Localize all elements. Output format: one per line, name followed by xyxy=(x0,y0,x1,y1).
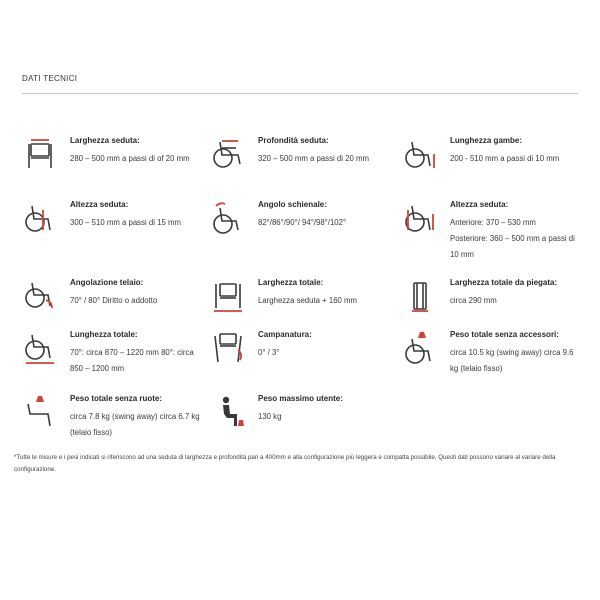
spec-value: 0° / 3° xyxy=(258,348,280,357)
section-header xyxy=(22,74,578,94)
spec-label: Angolo schienale: xyxy=(258,200,327,209)
header-divider xyxy=(22,93,578,94)
seat-width-icon xyxy=(22,136,58,172)
spec-max-user-weight xyxy=(210,394,390,454)
folded-width-icon xyxy=(402,278,438,314)
spec-value: circa 10.5 kg (swing away) circa 9.6 kg (telaio fisso) xyxy=(450,348,574,373)
spec-frame-angle xyxy=(22,278,202,338)
spec-label: Larghezza totale: xyxy=(258,278,324,287)
backrest-angle-icon xyxy=(210,200,246,236)
spec-value: 130 kg xyxy=(258,412,282,421)
spec-value: 82°/86°/90°/ 94°/98°/102° xyxy=(258,218,347,227)
spec-label: Larghezza totale da piegata: xyxy=(450,278,558,287)
spec-seat-height xyxy=(22,200,202,260)
spec-weight-no-accessories xyxy=(402,330,582,390)
spec-label: Campanatura: xyxy=(258,330,312,339)
spec-label: Peso totale senza accessori: xyxy=(450,330,559,339)
camber-icon xyxy=(210,330,246,366)
spec-value: 280 – 500 mm a passi di of 20 mm xyxy=(70,154,190,163)
spec-label: Lunghezza gambe: xyxy=(450,136,523,145)
spec-value: 320 – 500 mm a passi di 20 mm xyxy=(258,154,369,163)
spec-label: Angolazione telaio: xyxy=(70,278,144,287)
spec-value: 70° / 80° Diritto o addotto xyxy=(70,296,158,305)
spec-value: 200 - 510 mm a passi di 10 mm xyxy=(450,154,560,163)
total-length-icon xyxy=(22,330,58,366)
weight-no-wheels-icon xyxy=(22,394,58,430)
spec-label: Lunghezza totale: xyxy=(70,330,138,339)
spec-value: circa 290 mm xyxy=(450,296,497,305)
spec-folded-width xyxy=(402,278,582,338)
total-width-icon xyxy=(210,278,246,314)
seat-depth-icon xyxy=(210,136,246,172)
frame-angle-icon xyxy=(22,278,58,314)
spec-total-width xyxy=(210,278,390,338)
spec-label: Altezza seduta: xyxy=(70,200,129,209)
spec-label: Peso totale senza ruote: xyxy=(70,394,163,403)
spec-camber xyxy=(210,330,390,390)
spec-seat-width xyxy=(22,136,202,196)
spec-value: 300 – 510 mm a passi di 15 mm xyxy=(70,218,181,227)
spec-value: 70°: circa 870 – 1220 mm 80°: circa 850 – 1200 mm xyxy=(70,348,194,373)
spec-label: Larghezza seduta: xyxy=(70,136,140,145)
spec-label: Altezza seduta: xyxy=(450,200,509,209)
spec-seat-height-front-rear xyxy=(402,200,582,260)
seat-height-icon xyxy=(22,200,58,236)
spec-leg-length xyxy=(402,136,582,196)
spec-weight-no-wheels xyxy=(22,394,202,454)
spec-seat-depth xyxy=(210,136,390,196)
footnote: *Tutte le misure e i pesi indicati si riferiscono ad una seduta di larghezza e profondità pari a 400mm e alla configurazione più leggera e compatta possibile. Questi dati possono variare al variare della configurazione. xyxy=(14,454,556,473)
section-title: DATI TECNICI xyxy=(22,74,78,83)
spec-value: Anteriore: 370 – 530 mm Posteriore: 360 – 500 mm a passi di 10 mm xyxy=(450,218,575,259)
seat-height-front-rear-icon xyxy=(402,200,438,236)
spec-total-length xyxy=(22,330,202,390)
weight-no-accessories-icon xyxy=(402,330,438,366)
spec-value: Larghezza seduta + 160 mm xyxy=(258,296,358,305)
spec-label: Profondità seduta: xyxy=(258,136,329,145)
spec-label: Peso massimo utente: xyxy=(258,394,343,403)
spec-backrest-angle xyxy=(210,200,390,260)
spec-value: circa 7.8 kg (swing away) circa 6.7 kg (telaio fisso) xyxy=(70,412,200,437)
max-user-weight-icon xyxy=(210,394,246,430)
leg-length-icon xyxy=(402,136,438,172)
